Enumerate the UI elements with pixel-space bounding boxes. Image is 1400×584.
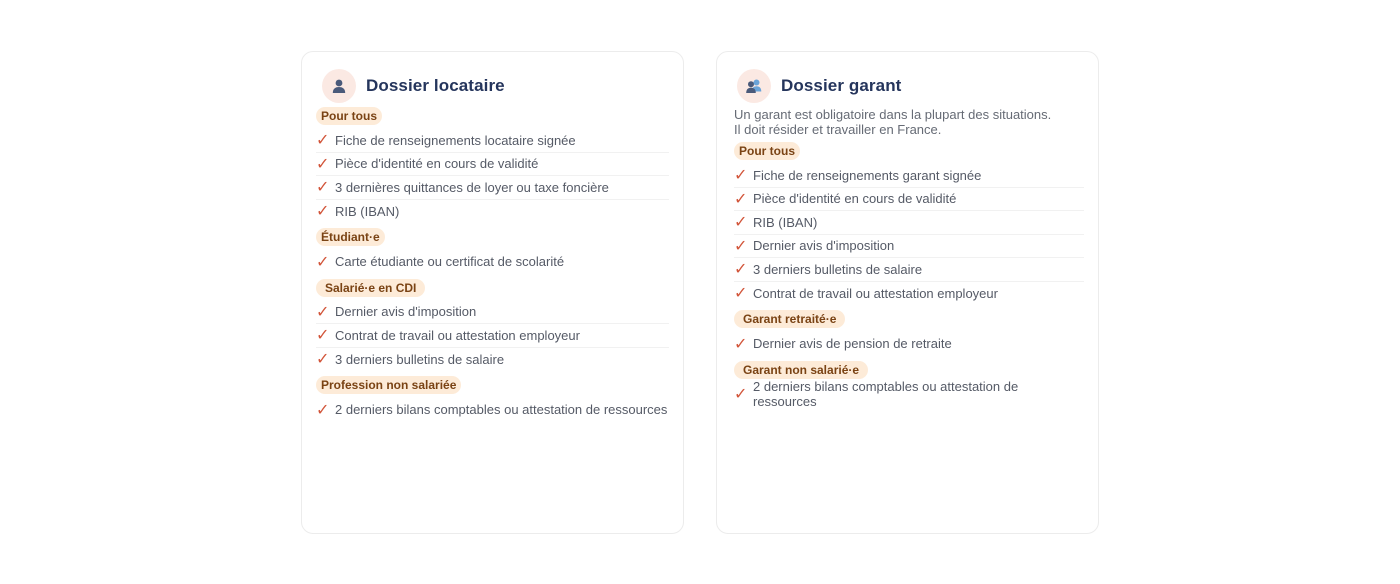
tenant-section bbox=[316, 376, 669, 422]
checklist-item-label: Contrat de travail ou attestation employeur bbox=[335, 327, 580, 343]
tenant-section bbox=[316, 228, 669, 274]
guarantor-card-title: Dossier garant bbox=[781, 76, 902, 95]
checklist-item-label: 3 derniers bulletins de salaire bbox=[753, 261, 923, 277]
tenant-section bbox=[316, 107, 669, 223]
checklist-item bbox=[734, 379, 1084, 410]
guarantor-intro bbox=[734, 107, 1084, 137]
checklist-item-label: 3 derniers bulletins de salaire bbox=[335, 351, 505, 367]
checklist-item bbox=[734, 258, 1084, 282]
checklist-item bbox=[734, 235, 1084, 259]
checklist bbox=[316, 129, 669, 223]
checklist-item bbox=[734, 164, 1084, 188]
checklist-item bbox=[316, 398, 669, 422]
checklist-item bbox=[734, 211, 1084, 235]
checklist-item-label: Pièce d'identité en cours de validité bbox=[753, 191, 957, 207]
check-icon: ✓ bbox=[316, 327, 330, 345]
check-icon: ✓ bbox=[316, 155, 330, 173]
guarantor-card-header bbox=[737, 69, 901, 103]
checklist-item-label: 2 derniers bilans comptables ou attestation de ressources bbox=[753, 379, 1019, 410]
guarantor-intro-line: Un garant est obligatoire dans la plupart des situations. bbox=[734, 107, 1052, 122]
tenant-dossier-card bbox=[301, 51, 684, 534]
checklist-item bbox=[734, 282, 1084, 306]
check-icon: ✓ bbox=[316, 401, 330, 419]
check-icon: ✓ bbox=[734, 335, 748, 353]
checklist bbox=[734, 164, 1084, 305]
checklist-item-label: Fiche de renseignements locataire signée bbox=[335, 132, 576, 148]
check-icon: ✓ bbox=[734, 237, 748, 255]
checklist bbox=[734, 332, 1084, 356]
checklist-item bbox=[316, 324, 669, 348]
checklist-item-label: 2 derniers bilans comptables ou attestation de ressources bbox=[335, 402, 668, 418]
guarantor-section bbox=[734, 142, 1084, 305]
checklist-item bbox=[316, 250, 669, 274]
checklist-item-label: Contrat de travail ou attestation employeur bbox=[753, 285, 998, 301]
checklist-item-label: Dernier avis de pension de retraite bbox=[753, 336, 952, 352]
section-badge: Pour tous bbox=[316, 107, 382, 125]
check-icon: ✓ bbox=[316, 303, 330, 321]
checklist-item bbox=[316, 153, 669, 177]
guarantor-sections bbox=[734, 107, 1084, 411]
checklist-item-label: 3 dernières quittances de loyer ou taxe foncière bbox=[335, 179, 609, 195]
guarantor-intro-line: Il doit résider et travailler en France. bbox=[734, 122, 942, 137]
checklist-item-label: Dernier avis d'imposition bbox=[335, 304, 477, 320]
section-badge: Étudiant·e bbox=[316, 228, 385, 246]
section-badge: Pour tous bbox=[734, 142, 800, 160]
tenant-card-header bbox=[322, 69, 505, 103]
checklist-item-label: Pièce d'identité en cours de validité bbox=[335, 156, 539, 172]
checklist-item bbox=[316, 129, 669, 153]
check-icon: ✓ bbox=[734, 386, 748, 404]
check-icon: ✓ bbox=[734, 261, 748, 279]
check-icon: ✓ bbox=[316, 203, 330, 221]
check-icon: ✓ bbox=[316, 132, 330, 150]
checklist-item-label: RIB (IBAN) bbox=[335, 203, 400, 219]
checklist-item bbox=[316, 348, 669, 372]
section-badge: Profession non salariée bbox=[316, 376, 461, 394]
check-icon: ✓ bbox=[316, 179, 330, 197]
checklist bbox=[734, 379, 1084, 410]
checklist-item bbox=[734, 332, 1084, 356]
checklist-item-label: RIB (IBAN) bbox=[753, 214, 818, 230]
check-icon: ✓ bbox=[316, 253, 330, 271]
guarantor-dossier-card bbox=[716, 51, 1099, 534]
checklist-item bbox=[316, 200, 669, 224]
tenant-section bbox=[316, 279, 669, 372]
check-icon: ✓ bbox=[316, 351, 330, 369]
section-badge: Garant non salarié·e bbox=[734, 361, 868, 379]
checklist bbox=[316, 250, 669, 274]
guarantor-section bbox=[734, 310, 1084, 356]
section-badge: Garant retraité·e bbox=[734, 310, 845, 328]
check-icon: ✓ bbox=[734, 214, 748, 232]
checklist-item-label: Carte étudiante ou certificat de scolarité bbox=[335, 254, 565, 270]
checklist bbox=[316, 301, 669, 372]
tenant-sections bbox=[316, 107, 669, 427]
checklist bbox=[316, 398, 669, 422]
user-icon bbox=[322, 69, 356, 103]
checklist-item bbox=[316, 176, 669, 200]
guarantor-section bbox=[734, 361, 1084, 410]
check-icon: ✓ bbox=[734, 190, 748, 208]
checklist-item-label: Dernier avis d'imposition bbox=[753, 238, 895, 254]
check-icon: ✓ bbox=[734, 167, 748, 185]
checklist-item bbox=[316, 301, 669, 325]
checklist-item-label: Fiche de renseignements garant signée bbox=[753, 167, 982, 183]
section-badge: Salarié·e en CDI bbox=[316, 279, 425, 297]
checklist-item bbox=[734, 188, 1084, 212]
users-icon bbox=[737, 69, 771, 103]
check-icon: ✓ bbox=[734, 285, 748, 303]
tenant-card-title: Dossier locataire bbox=[366, 76, 505, 95]
